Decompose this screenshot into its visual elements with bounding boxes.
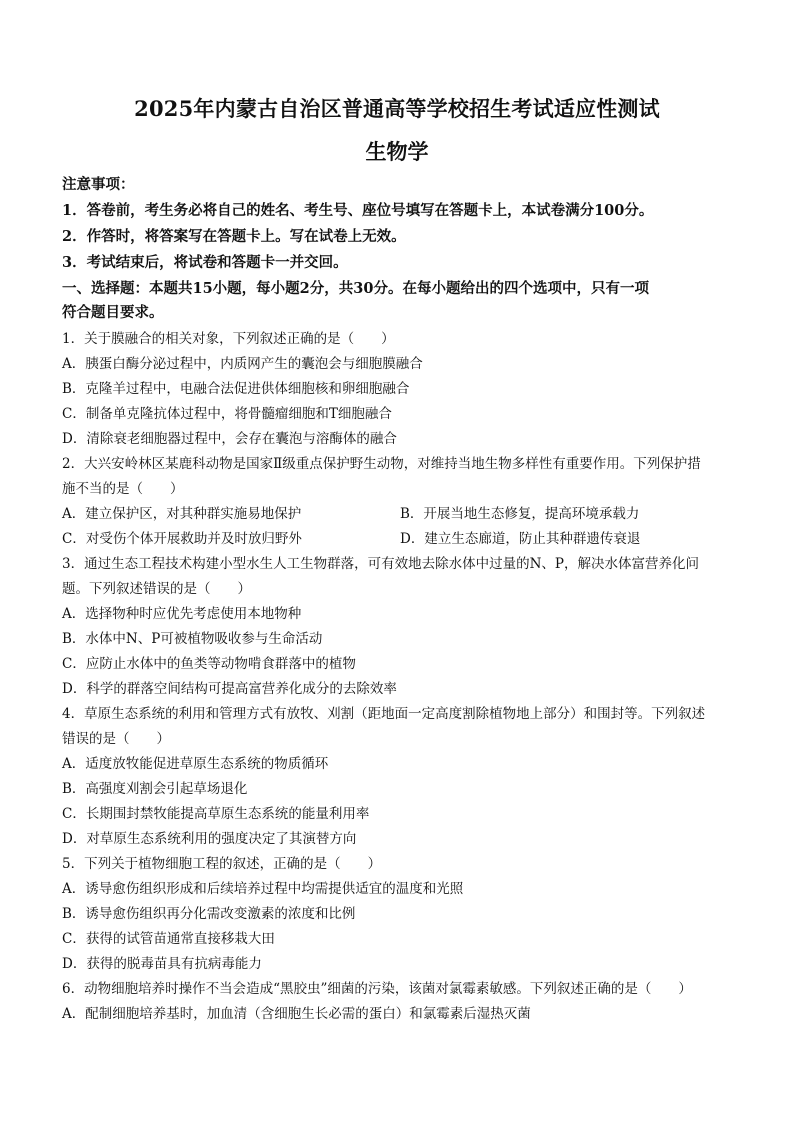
question-stem: 6．动物细胞培养时操作不当会造成“黑胶虫”细菌的污染，该菌对氯霉素敏感。下列叙述正确的是（ ）	[62, 981, 692, 997]
option-d: D．清除衰老细胞器过程中，会存在囊泡与溶酶体的融合	[62, 431, 397, 447]
option-b: B．水体中N、P可被植物吸收参与生命活动	[62, 631, 323, 647]
option-b: B．克隆羊过程中，电融合法促进供体细胞核和卵细胞融合	[62, 381, 410, 397]
notice-heading: 注意事项：	[62, 176, 135, 193]
option-b: B．开展当地生态修复，提高环境承载力	[400, 506, 640, 522]
option-d: D．对草原生态系统利用的强度决定了其演替方向	[62, 831, 357, 847]
question-stem: 5．下列关于植物细胞工程的叙述，正确的是（ ）	[62, 856, 382, 872]
option-c: C．制备单克隆抗体过程中，将骨髓瘤细胞和T细胞融合	[62, 406, 392, 422]
option-c: C．获得的试管苗通常直接移栽大田	[62, 931, 275, 947]
option-b: B．高强度刈割会引起草场退化	[62, 781, 248, 797]
exam-title: 2025年内蒙古自治区普通高等学校招生考试适应性测试	[134, 96, 660, 121]
question-stem: 4．草原生态系统的利用和管理方式有放牧、刈割（距地面一定高度割除植物地上部分）和围封等。下列叙述	[62, 706, 706, 722]
option-d: D．获得的脱毒苗具有抗病毒能力	[62, 956, 262, 972]
question-stem: 2．大兴安岭林区某鹿科动物是国家Ⅱ级重点保护野生动物，对维持当地生物多样性有重要作用。下列保护措	[62, 456, 701, 472]
notice-item: 3．考试结束后，将试卷和答题卡一并交回。	[62, 254, 348, 271]
option-a: A．建立保护区，对其种群实施易地保护	[62, 506, 302, 522]
option-c: C．长期围封禁牧能提高草原生态系统的能量利用率	[62, 806, 370, 822]
question-stem-cont: 施不当的是（ ）	[62, 481, 184, 497]
option-a: A．选择物种时应优先考虑使用本地物种	[62, 606, 302, 622]
section-heading: 一、选择题：本题共15小题，每小题2分，共30分。在每小题给出的四个选项中，只有一项	[62, 280, 649, 297]
option-b: B．诱导愈伤组织再分化需改变激素的浓度和比例	[62, 906, 356, 922]
option-a: A．胰蛋白酶分泌过程中，内质网产生的囊泡会与细胞膜融合	[62, 356, 423, 372]
subject-title: 生物学	[365, 139, 429, 164]
notice-item: 1．答卷前，考生务必将自己的姓名、考生号、座位号填写在答题卡上，本试卷满分100分。	[62, 202, 654, 219]
question-stem: 1．关于膜融合的相关对象，下列叙述正确的是（ ）	[62, 331, 395, 347]
option-c: C．应防止水体中的鱼类等动物啃食群落中的植物	[62, 656, 356, 672]
question-stem: 3．通过生态工程技术构建小型水生人工生物群落，可有效地去除水体中过量的N、P，解决水体富营养化问	[62, 556, 699, 572]
option-a: A．配制细胞培养基时，加血清（含细胞生长必需的蛋白）和氯霉素后湿热灭菌	[62, 1006, 531, 1022]
notice-item: 2．作答时，将答案写在答题卡上。写在试卷上无效。	[62, 228, 406, 245]
option-a: A．诱导愈伤组织形成和后续培养过程中均需提供适宜的温度和光照	[62, 881, 464, 897]
option-c: C．对受伤个体开展救助并及时放归野外	[62, 531, 302, 547]
option-a: A．适度放牧能促进草原生态系统的物质循环	[62, 756, 329, 772]
question-stem-cont: 错误的是（ ）	[62, 731, 170, 747]
option-d: D．科学的群落空间结构可提高富营养化成分的去除效率	[62, 681, 397, 697]
option-d: D．建立生态廊道，防止其种群遗传衰退	[400, 531, 641, 547]
question-stem-cont: 题。下列叙述错误的是（ ）	[62, 581, 251, 597]
section-heading-cont: 符合题目要求。	[62, 304, 164, 321]
